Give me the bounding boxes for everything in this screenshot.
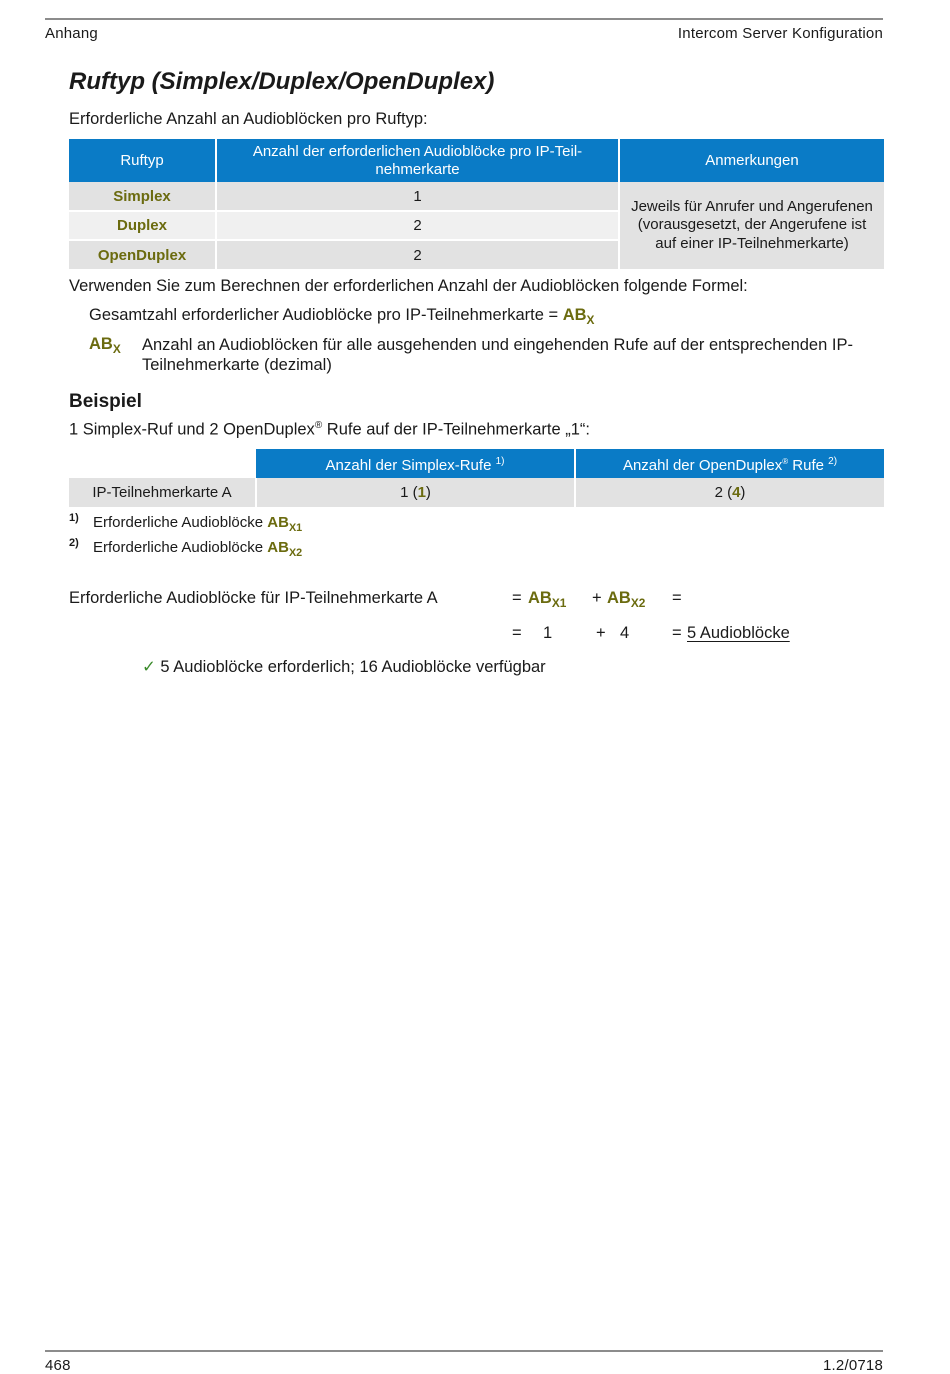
footer-rule bbox=[45, 1350, 883, 1352]
header-document-title: Intercom Server Konfiguration bbox=[677, 25, 883, 42]
example-table bbox=[69, 449, 884, 507]
definition-symbol: $AB_X$ bbox=[89, 335, 121, 356]
col-header-call-type: Ruftyp bbox=[69, 139, 216, 182]
simplex-value: 1 (1) bbox=[256, 478, 575, 507]
definition-text: Anzahl an Audioblöcken für alle ausgehenden und eingehenden Rufe auf der entsprechenden IP-Teilnehmerkarte (dezimal) bbox=[142, 336, 853, 374]
footnote-1: Erforderliche Audioblöcke $AB_{X1}$ bbox=[93, 514, 303, 534]
intro-text: Erforderliche Anzahl an Audioblöcken pro Ruftyp: bbox=[69, 110, 428, 128]
col-header-simplex-calls: Anzahl der Simplex-Rufe $^{1)}$ bbox=[256, 449, 575, 478]
col-header-openduplex-calls: Anzahl der OpenDuplex® Rufe $^{2)}$ bbox=[575, 449, 884, 478]
header-rule bbox=[45, 18, 883, 20]
table-row bbox=[69, 478, 884, 507]
footnote-mark-1: 1) bbox=[69, 512, 79, 524]
calc-plus-1: + bbox=[592, 589, 602, 607]
calc-eq-2: = bbox=[672, 589, 682, 607]
check-text: 5 Audioblöcke erforderlich; 16 Audioblöcke verfügbar bbox=[160, 658, 546, 676]
call-type-simplex: Simplex bbox=[69, 182, 216, 211]
calc-num-1: 1 bbox=[543, 624, 553, 642]
header-section: Anhang bbox=[45, 25, 98, 42]
page-number: 468 bbox=[45, 1357, 71, 1374]
formula-symbol: $AB_X$ bbox=[562, 306, 595, 327]
formula-intro: Verwenden Sie zum Berechnen der erforderlichen Anzahl der Audioblöcken folgende Formel: bbox=[69, 277, 748, 295]
col-header-audio-blocks: Anzahl der erforderlichen Audioblöcke pro IP-Teil-nehmerkarte bbox=[216, 139, 619, 182]
footnote-mark-2: 2) bbox=[69, 537, 79, 549]
footnote-2: Erforderliche Audioblöcke $AB_{X2}$ bbox=[93, 539, 303, 559]
document-version: 1.2/0718 bbox=[823, 1357, 883, 1374]
calc-term-2: $AB_{X2}$ bbox=[607, 589, 646, 610]
calc-label: Erforderliche Audioblöcke für IP-Teilnehmerkarte A bbox=[69, 589, 438, 607]
formula-line bbox=[89, 306, 594, 325]
calc-eq-4: = bbox=[672, 624, 682, 642]
call-type-table bbox=[69, 139, 884, 269]
calc-num-2: 4 bbox=[620, 624, 630, 642]
row-label-card-a: IP-Teilnehmerkarte A bbox=[69, 478, 256, 507]
remarks-cell: Jeweils für Anrufer und Angerufenen (vorausgesetzt, der Angerufene ist auf einer IP-Teilnehmerkarte) bbox=[619, 182, 884, 269]
calc-result: 5 Audioblöcke bbox=[687, 624, 790, 642]
checkmark-icon: ✓ bbox=[142, 658, 156, 676]
empty-corner bbox=[69, 449, 256, 478]
calc-plus-2: + bbox=[596, 624, 606, 642]
count-duplex: 2 bbox=[216, 211, 619, 240]
calc-eq-1: = bbox=[512, 589, 522, 607]
calc-eq-3: = bbox=[512, 624, 522, 642]
count-simplex: 1 bbox=[216, 182, 619, 211]
count-openduplex: 2 bbox=[216, 240, 619, 269]
call-type-openduplex: OpenDuplex bbox=[69, 240, 216, 269]
check-line bbox=[142, 657, 546, 677]
example-intro: 1 Simplex-Ruf und 2 OpenDuplex® Rufe auf der IP-Teilnehmerkarte „1“: bbox=[69, 420, 590, 439]
page-title: Ruftyp (Simplex/Duplex/OpenDuplex) bbox=[69, 68, 495, 95]
call-type-duplex: Duplex bbox=[69, 211, 216, 240]
openduplex-value: 2 (4) bbox=[575, 478, 884, 507]
calc-term-1: $AB_{X1}$ bbox=[528, 589, 567, 610]
example-heading: Beispiel bbox=[69, 391, 142, 412]
formula-text: Gesamtzahl erforderlicher Audioblöcke pro IP-Teilnehmerkarte = bbox=[89, 306, 559, 324]
col-header-remarks: Anmerkungen bbox=[619, 139, 884, 182]
table-row bbox=[69, 182, 884, 211]
